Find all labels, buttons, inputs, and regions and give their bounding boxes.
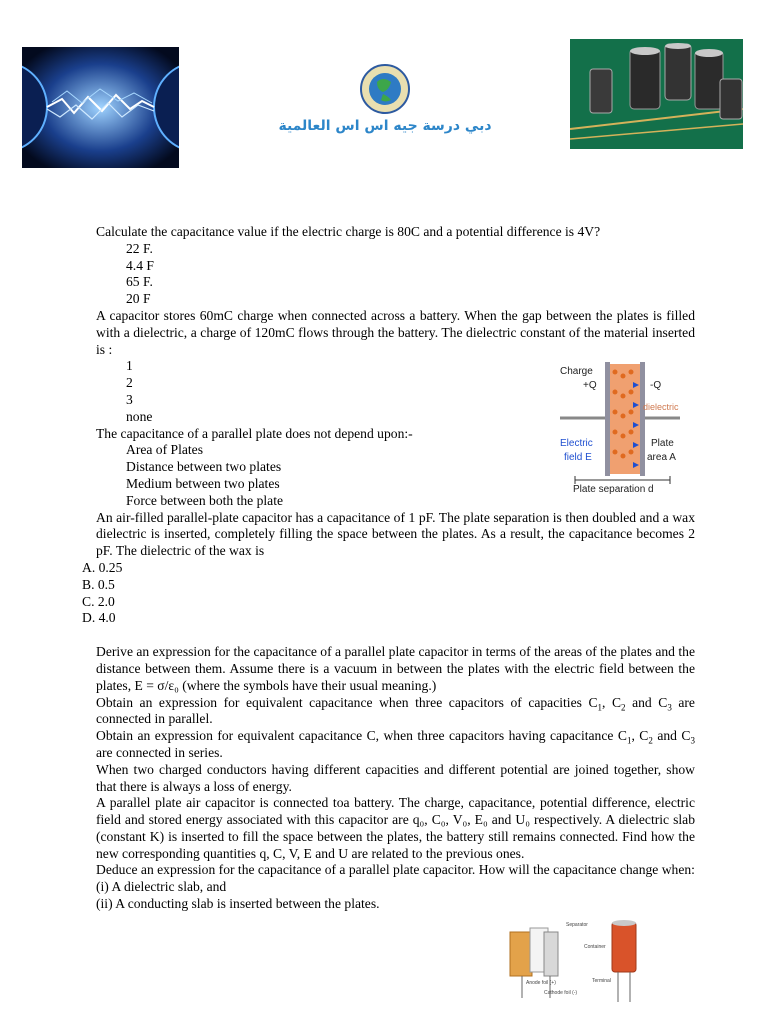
question-1: Calculate the capacitance value if the electric charge is 80C and a potential difference is 4V?: [96, 224, 601, 239]
school-logo: [350, 60, 420, 118]
photo-separator-label: Separator: [566, 922, 588, 928]
diagram-field-label-1: Electric: [560, 438, 593, 449]
diagram-dielectric-label: dielectric: [643, 402, 679, 412]
q3-option-d: Force between both the plate: [126, 492, 284, 508]
q1-option-a: 22 F.: [126, 240, 153, 256]
q2-option-d: none: [126, 408, 153, 424]
question-2: A capacitor stores 60mC charge when connected across a battery. When the gap between the plates is filled with a dielectric, a charge of 120mC flows through the battery. The dielectric constant of the material inserted is :: [96, 307, 695, 357]
diagram-plate-label-1: Plate: [651, 438, 674, 449]
q1-option-d: 20 F: [126, 291, 151, 307]
diagram-charge-label: Charge: [560, 366, 593, 377]
question-10: Deduce an expression for the capacitance of a parallel plate capacitor. How will the capacitance change when:: [96, 862, 695, 878]
q4-option-b: B. 0.5: [82, 576, 115, 592]
electrolytic-capacitor-illustration: [500, 918, 650, 1006]
photo-container-label: Container: [584, 944, 606, 950]
q3-option-a: Area of Plates: [126, 442, 204, 458]
question-9: A parallel plate air capacitor is connected toa battery. The charge, capacitance, potential difference, electric field and stored energy associated with this capacitor are q₀, C₀, V₀, E₀ and U₀ respectively. A dielectric slab (constant K) is inserted to fill the space between the plates, the battery still remains connected. Find how the new corresponding quantities q, C, V, E and U are related to the previous ones.: [96, 795, 695, 861]
q3-option-b: Distance between two plates: [126, 459, 282, 475]
diagram-plus-q: +Q: [583, 380, 597, 391]
question-6: Obtain an expression for equivalent capacitance when three capacitors of capacities $C_1$, $C_2$ and $C_3$ are connected in parallel.: [96, 694, 695, 727]
photo-terminal-label: Terminal: [592, 978, 611, 984]
diagram-field-label-2: field E: [564, 452, 592, 463]
worksheet-content: [82, 224, 695, 913]
q4-option-c: C. 2.0: [82, 593, 115, 609]
q1-option-b: 4.4 F: [126, 257, 154, 273]
photo-anode-label: Anode foil (+): [526, 980, 556, 986]
diagram-plate-label-2: area A: [647, 452, 676, 463]
question-10-part-ii: (ii) A conducting slab is inserted between the plates.: [96, 896, 380, 912]
question-7: Obtain an expression for equivalent capacitance C, when three capacitors having capacitance $C_1$, $C_2$ and $C_3$ are connected in series.: [96, 728, 695, 760]
q4-option-a: A. 0.25: [82, 559, 123, 575]
q2-option-a: 1: [126, 358, 133, 374]
parallel-plate-diagram: [555, 362, 685, 502]
diagram-separation-label: Plate separation d: [573, 484, 654, 495]
question-3: The capacitance of a parallel plate does not depend upon:-: [96, 425, 413, 441]
diagram-minus-q: -Q: [650, 380, 662, 391]
lightning-image: [22, 47, 179, 168]
q1-option-c: 65 F.: [126, 274, 153, 290]
question-10-part-i: (i) A dielectric slab, and: [96, 879, 227, 895]
question-5: Derive an expression for the capacitance of a parallel plate capacitor in terms of the areas of the plates and the distance between them. Assume there is a vacuum in between the plates with the electric field between the plates, E = σ/ε₀ (where the symbols have their usual meaning.): [96, 644, 695, 693]
q3-option-c: Medium between two plates: [126, 475, 280, 491]
q2-option-c: 3: [126, 391, 133, 407]
school-name: دبي درسة جيه اس اس العالمية: [278, 118, 492, 134]
question-8: When two charged conductors having different capacities and different potential are joined together, show that there is always a loss of energy.: [96, 761, 695, 794]
q4-option-d: D. 4.0: [82, 610, 116, 626]
photo-cathode-label: Cathode foil (-): [544, 990, 578, 996]
q2-option-b: 2: [126, 375, 133, 391]
question-4: An air-filled parallel-plate capacitor has a capacitance of 1 pF. The plate separation is then doubled and a wax dielectric is inserted, completely filling the space between the plates. As a result, the capacitance becomes 2 pF. The dielectric of the wax is: [96, 509, 695, 559]
spacer: [96, 627, 695, 644]
capacitors-circuit-image: [570, 39, 743, 149]
